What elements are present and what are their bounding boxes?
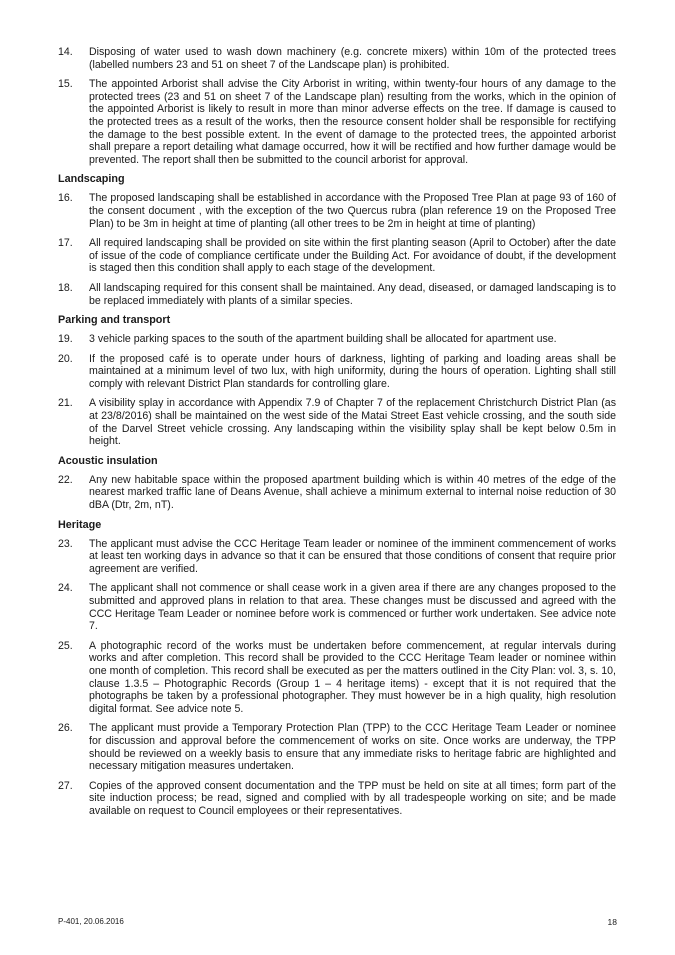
condition-item <box>58 474 616 512</box>
condition-text: The applicant must advise the CCC Heritage Team leader or nominee of the imminent commencement of works at least ten working days in advance so that it can be ensured that those conditions of consent that require prior agreement are verified. <box>89 537 616 575</box>
condition-item <box>58 582 616 632</box>
condition-number: 24. <box>58 582 73 595</box>
condition-text: 3 vehicle parking spaces to the south of the apartment building shall be allocated for apartment use. <box>89 333 557 346</box>
section-heading: Parking and transport <box>58 314 171 327</box>
condition-text: The applicant must provide a Temporary Protection Plan (TPP) to the CCC Heritage Team Leader or nominee for discussion and approval before the commencement of works on site. Once works are underway, the TPP should be reviewed on a weekly basis to ensure that any immediate risks to heritage fabric are highlighted and necessary mitigation measures undertaken. <box>89 722 616 773</box>
condition-text: All landscaping required for this consent shall be maintained. Any dead, diseased, or damaged landscaping is to be replaced immediately with plants of a similar species. <box>89 281 616 307</box>
condition-number: 26. <box>58 722 73 735</box>
condition-number: 25. <box>58 639 73 652</box>
condition-item <box>58 640 616 716</box>
condition-item <box>58 192 616 230</box>
condition-number: 15. <box>58 78 73 91</box>
condition-text: Copies of the approved consent documentation and the TPP must be held on site at all times; form part of the site induction process; be read, signed and complied with by all tradespeople working on site; and be made available on request to Council employees or their representatives. <box>89 779 616 817</box>
condition-number: 22. <box>58 473 73 486</box>
condition-text: The proposed landscaping shall be established in accordance with the Proposed Tree Plan at page 93 of 160 of the consent document , with the exception of the two Quercus rubra (plan reference 19 on the Proposed Tree Plan) to be 3m in height at time of planting (all other trees to be 2m in height at time of planting) <box>89 192 616 230</box>
condition-item <box>58 722 616 772</box>
condition-number: 14. <box>58 46 73 58</box>
condition-text: The appointed Arborist shall advise the City Arborist in writing, within twenty-four hours of any damage to the protected trees (23 and 51 on sheet 7 of the Landscape plan) resulting from the works, which in the opinion of the appointed Arborist is likely to result in more than minor adverse effects on the tree. If damage is caused to the protected trees as a result of the works, then the resource consent holder shall be responsible for rectifying the damage to the best possible extent. In the event of damage to the protected trees, the appointed arborist shall prepare a report detailing what damage occurred, how it will be rectified and how further damage would be prevented. The report shall then be submitted to the council arborist for approval. <box>89 78 616 166</box>
condition-item <box>58 353 616 391</box>
condition-item <box>58 333 616 346</box>
condition-text: Any new habitable space within the proposed apartment building which is within 40 metres of the edge of the nearest marked traffic lane of Deans Avenue, shall achieve a minimum external to internal noise reduction of 30 dBA (Dtr, 2m, nT). <box>89 473 616 512</box>
condition-number: 21. <box>58 397 73 410</box>
condition-item <box>58 78 616 166</box>
condition-number: 17. <box>58 237 73 250</box>
condition-text: A visibility splay in accordance with Appendix 7.9 of Chapter 7 of the replacement Christchurch District Plan (as at 23/8/2016) shall be maintained on the west side of the Matai Street East vehicle crossing, and the south side of the Darvel Street vehicle crossing. Any landscaping within the visibility splay shall be kept below 0.5m in height. <box>89 397 616 448</box>
footer-page-number: 18 <box>607 917 617 927</box>
document-body <box>58 46 616 825</box>
section-heading: Heritage <box>58 518 102 531</box>
footer-doc-reference: P-401, 20.06.2016 <box>58 917 124 926</box>
condition-text: If the proposed café is to operate under hours of darkness, lighting of parking and loading areas shall be maintained at a minimum level of two lux, with high uniformity, during the hours of operation. Lighting shall still comply with relevant District Plan standards for controlling glare. <box>89 352 616 390</box>
condition-item <box>58 237 616 275</box>
condition-item <box>58 780 616 818</box>
section-heading: Acoustic insulation <box>58 454 158 467</box>
condition-number: 23. <box>58 537 73 550</box>
condition-number: 19. <box>58 333 73 346</box>
condition-number: 27. <box>58 779 73 792</box>
condition-item <box>58 538 616 576</box>
condition-item <box>58 397 616 447</box>
condition-text: All required landscaping shall be provided on site within the first planting season (April to October) after the date of issue of the code of compliance certificate under the Building Act. For avoidance of doubt, if the development is staged then this condition shall apply to each stage of the development. <box>89 237 616 275</box>
condition-item <box>58 46 616 71</box>
section-heading: Landscaping <box>58 173 125 186</box>
condition-number: 16. <box>58 192 73 205</box>
condition-text: The applicant shall not commence or shall cease work in a given area if there are any changes proposed to the submitted and approved plans in relation to that area. These changes must be discussed and agreed with the CCC Heritage Team Leader or nominee before work is commenced or further work undertaken. See advice note 7. <box>89 582 616 633</box>
condition-number: 18. <box>58 281 73 294</box>
condition-number: 20. <box>58 352 73 365</box>
condition-item <box>58 282 616 307</box>
condition-text: Disposing of water used to wash down machinery (e.g. concrete mixers) within 10m of the protected trees (labelled numbers 23 and 51 on sheet 7 of the Landscape plan) is prohibited. <box>89 46 616 71</box>
condition-text: A photographic record of the works must be undertaken before commencement, at regular intervals during works and after completion. This record shall be provided to the CCC Heritage Team leader or nominee within one month of completion. This record shall be executed as per the matters outlined in the City Plan: vol. 3, s. 10, clause 1.3.5 – Photographic Records (Group 1 – 4 heritage items) - except that it is not required that the photographs be taken by a professional photographer. They must however be in a high quality, high resolution digital format. See advice note 5. <box>89 639 616 715</box>
